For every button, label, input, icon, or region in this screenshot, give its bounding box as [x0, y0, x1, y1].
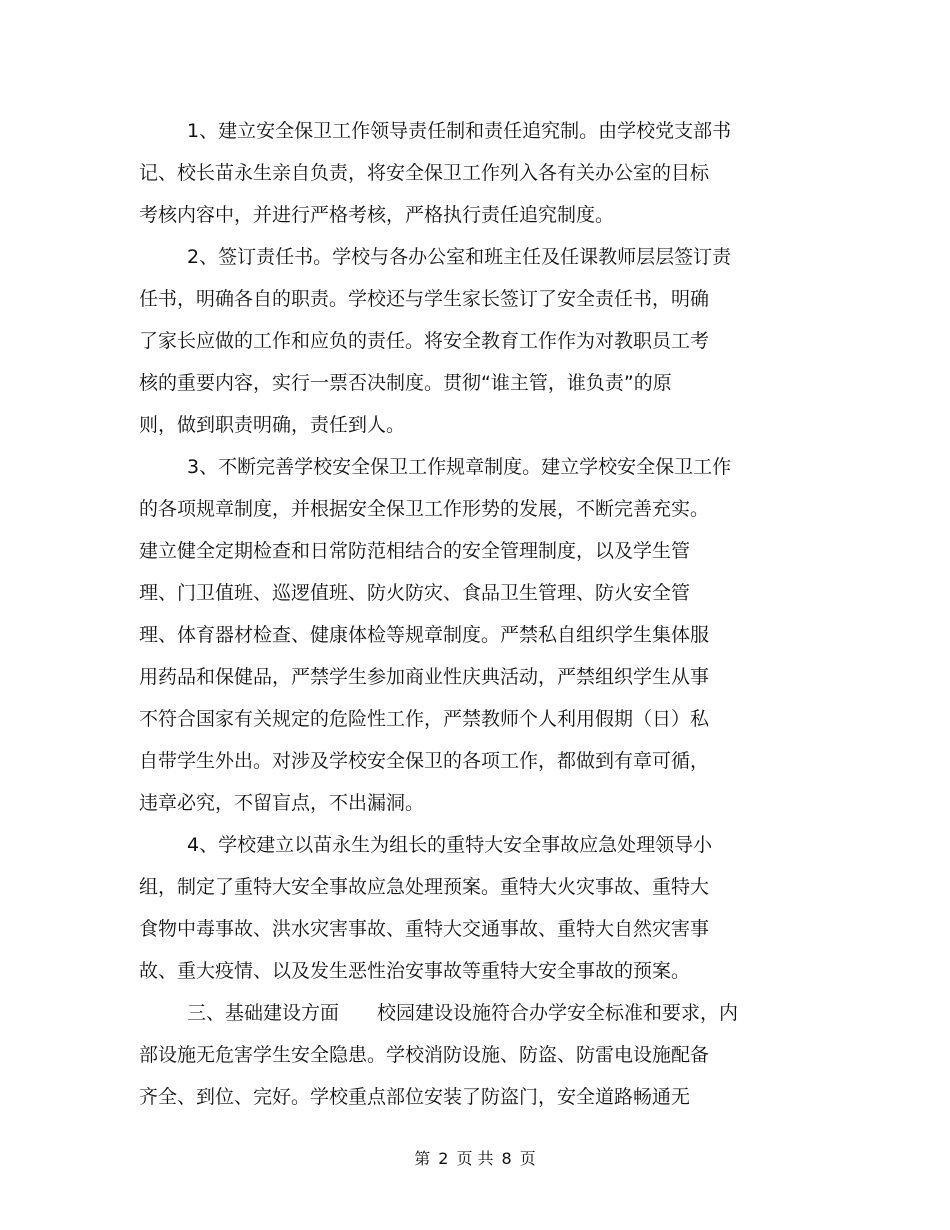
paragraph-4-line-2: 组，制定了重特大安全事故应急处理预案。重特大火灾事故、重特大: [139, 876, 710, 898]
paragraph-3-line-3: 建立健全定期检查和日常防范相结合的安全管理制度，以及学生管: [139, 540, 691, 562]
paragraph-3-line-7: 不符合国家有关规定的危险性工作，严禁教师个人利用假期（日）私: [139, 708, 710, 730]
paragraph-2-line-3: 了家长应做的工作和应负的责任。将安全教育工作作为对教职员工考: [139, 330, 710, 352]
body-text: [139, 110, 779, 1118]
paragraph-5-line-1: 三、基础建设方面 校园建设设施符合办学安全标准和要求，内: [187, 1002, 739, 1024]
paragraph-2-line-2: 任书，明确各自的职责。学校还与学生家长签订了安全责任书，明确: [139, 288, 710, 310]
paragraph-3-line-8: 自带学生外出。对涉及学校安全保卫的各项工作，都做到有章可循，: [139, 750, 710, 772]
paragraph-3-line-6: 用药品和保健品，严禁学生参加商业性庆典活动，严禁组织学生从事: [139, 666, 710, 688]
footer-suffix: 页: [519, 1149, 536, 1168]
paragraph-3-line-5: 理、体育器材检查、健康体检等规章制度。严禁私自组织学生集体服: [139, 624, 710, 646]
footer-prefix: 第: [414, 1149, 431, 1168]
paragraph-1-line-3: 考核内容中，并进行严格考核，严格执行责任追究制度。: [139, 204, 615, 226]
footer-page-number: 2: [438, 1149, 449, 1168]
paragraph-2-line-1: 2、签订责任书。学校与各办公室和班主任及任课教师层层签订责: [187, 246, 732, 268]
paragraph-1-line-1: 1、建立安全保卫工作领导责任制和责任追究制。由学校党支部书: [187, 120, 732, 142]
paragraph-2-line-5: 则，做到职责明确，责任到人。: [139, 414, 406, 436]
paragraph-3-line-2: 的各项规章制度，并根据安全保卫工作形势的发展，不断完善充实。: [139, 498, 710, 520]
paragraph-2-line-4: 核的重要内容，实行一票否决制度。贯彻“谁主管，谁负责”的原: [139, 372, 672, 394]
paragraph-4-line-1: 4、学校建立以苗永生为组长的重特大安全事故应急处理领导小: [187, 834, 713, 856]
paragraph-3-line-1: 3、不断完善学校安全保卫工作规章制度。建立学校安全保卫工作: [187, 456, 732, 478]
paragraph-5-line-3: 齐全、到位、完好。学校重点部位安装了防盗门，安全道路畅通无: [139, 1086, 691, 1108]
footer-total-pages: 8: [501, 1149, 512, 1168]
page-footer: [0, 1147, 950, 1171]
paragraph-1-line-2: 记、校长苗永生亲自负责，将安全保卫工作列入各有关办公室的目标: [139, 162, 710, 184]
paragraph-4-line-3: 食物中毒事故、洪水灾害事故、重特大交通事故、重特大自然灾害事: [139, 918, 710, 940]
paragraph-5-line-2: 部设施无危害学生安全隐患。学校消防设施、防盗、防雷电设施配备: [139, 1044, 710, 1066]
footer-middle: 页 共: [456, 1149, 494, 1168]
paragraph-3-line-4: 理、门卫值班、巡逻值班、防火防灾、食品卫生管理、防火安全管: [139, 582, 691, 604]
paragraph-4-line-4: 故、重大疫情、以及发生恶性治安事故等重特大安全事故的预案。: [139, 960, 691, 982]
paragraph-3-line-9: 违章必究，不留盲点，不出漏洞。: [139, 792, 425, 814]
